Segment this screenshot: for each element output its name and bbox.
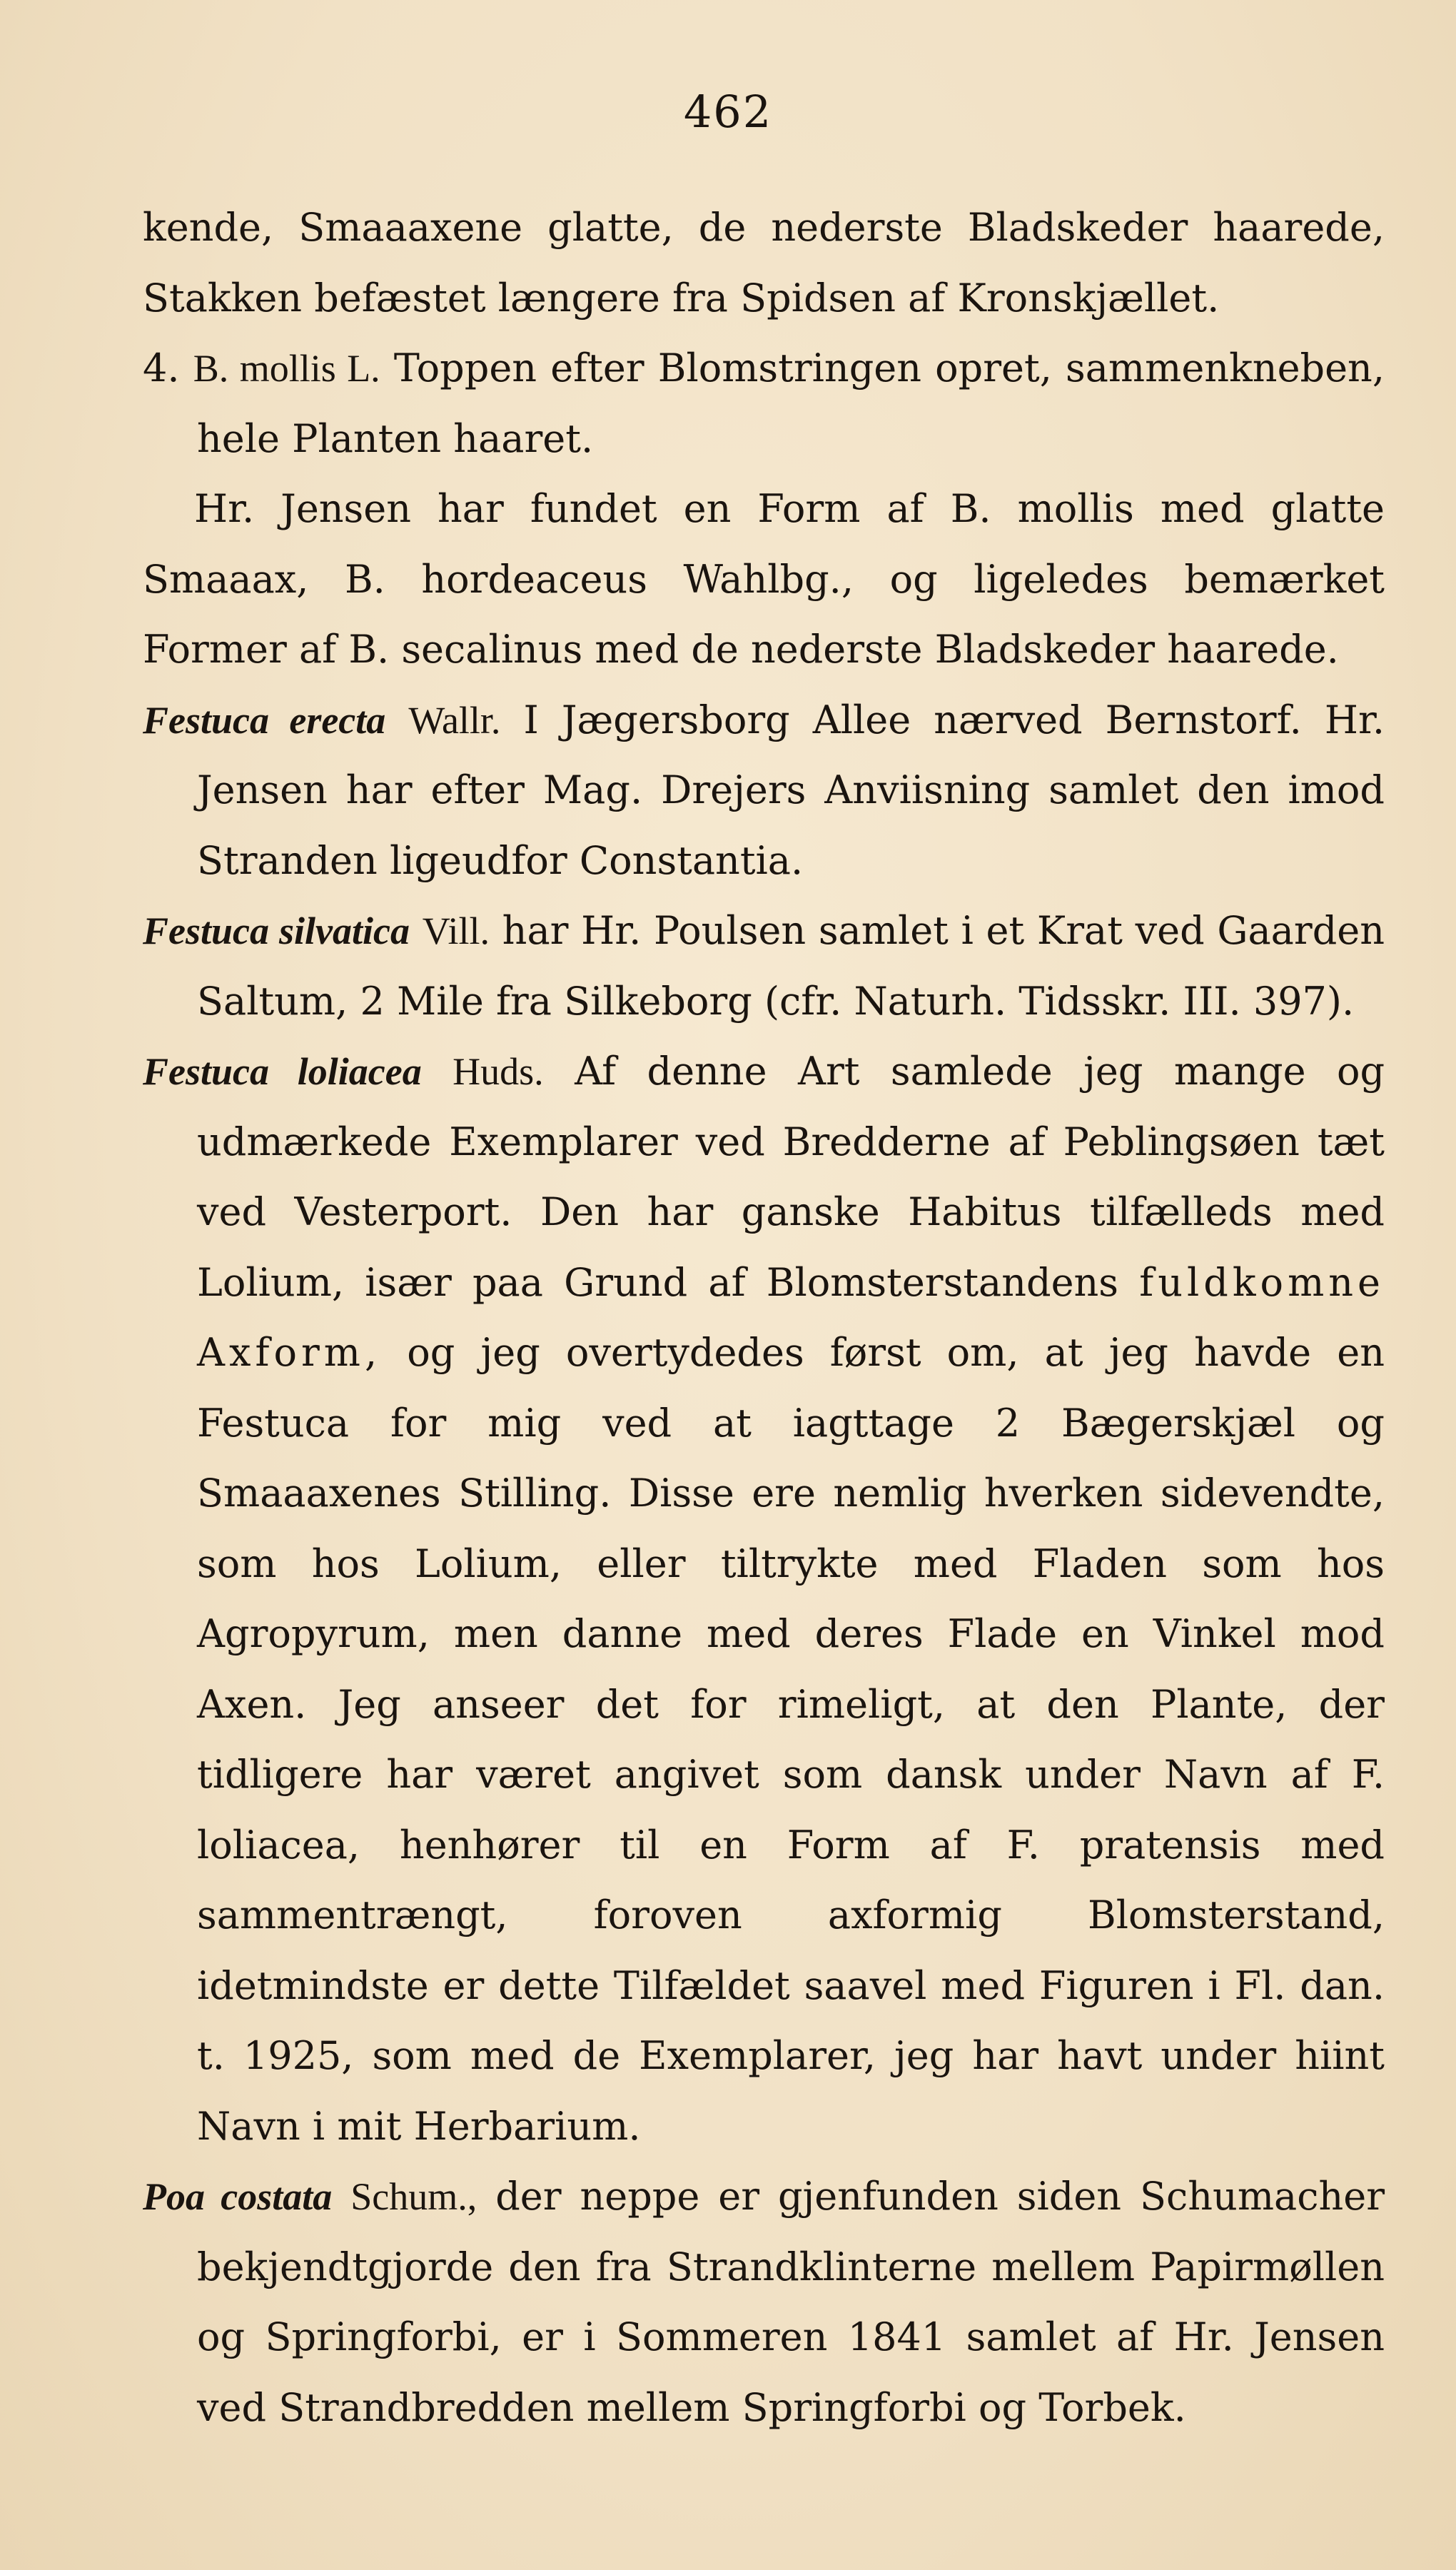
entry-poa-costata xyxy=(143,2162,1385,2443)
taxon-name: Festuca erecta xyxy=(143,698,386,742)
taxon-name: Poa costata xyxy=(143,2175,333,2218)
entry-number: 4. xyxy=(143,346,180,390)
entry-text-continued: og jeg overtydedes først om, at jeg havde en Festuca for mig ved at iagttage 2 Bægerskjæl og Smaaaxenes Stilling. Disse ere nemlig hverken sidevendte, som hos Lolium, eller tiltrykte med Fladen som hos Agropyrum, men danne med deres Flade en Vinkel mod Axen. Jeg anseer det for rimeligt, at den Plante, der tidligere har været angivet som dansk under Navn af F. loliacea, henhører til en Form af F. pratensis med sammentrængt, foroven axformig Blomsterstand, idetmindste er dette Tilfældet saavel med Figuren i Fl. dan. t. 1925, som med de Exemplarer, jeg har havt under hiint Navn i mit Herbarium. xyxy=(197,1330,1385,2149)
entry-festuca-loliacea xyxy=(143,1037,1385,2162)
page-number: 462 xyxy=(683,86,773,138)
taxon-author: Huds. xyxy=(453,1050,544,1093)
entry-text: I Jægersborg Allee nærved Bernstorf. Hr. Jensen har efter Mag. Drejers Anviisning samlet den imod Stranden ligeudfor Constantia. xyxy=(197,697,1385,883)
numbered-entry-bromus-mollis xyxy=(143,333,1385,474)
entry-text: har Hr. Poulsen samlet i et Krat ved Gaarden Saltum, 2 Mile fra Silkeborg (cfr. Naturh. Tidsskr. III. 397). xyxy=(197,908,1385,1024)
paragraph-text: Hr. Jensen har fundet en Form af B. mollis med glatte Smaaax, B. hordeaceus Wahlbg., og ligeledes bemærket Former af B. secalinus med de nederste Bladskeder haarede. xyxy=(143,486,1385,672)
page-body xyxy=(143,193,1385,2443)
entry-text: der neppe er gjenfunden siden Schumacher bekjendtgjorde den fra Strandklinterne mellem Papirmøllen og Springforbi, er i Sommeren 1841 samlet af Hr. Jensen ved Strandbredden mellem Springforbi og Torbek. xyxy=(197,2174,1385,2430)
entry-festuca-silvatica xyxy=(143,896,1385,1037)
taxon-author: Wallr. xyxy=(408,698,501,742)
continuation-paragraph xyxy=(143,193,1385,333)
taxon-name: B. mollis L. xyxy=(193,347,380,390)
taxon-author: Vill. xyxy=(422,909,490,952)
paragraph-text: kende, Smaaaxene glatte, de nederste Bladskeder haarede, Stakken befæstet længere fra Spidsen af Kronskjællet. xyxy=(143,205,1385,321)
entry-festuca-erecta xyxy=(143,685,1385,897)
taxon-name: Festuca loliacea xyxy=(143,1050,422,1093)
spaced-emphasis: fuldkomne Axform, xyxy=(197,1259,1385,1375)
taxon-name: Festuca silvatica xyxy=(143,909,410,952)
taxon-author: Schum., xyxy=(350,2175,477,2218)
entry-text: Toppen efter Blomstringen opret, sammenkneben, hele Planten haaret. xyxy=(197,346,1385,461)
note-paragraph xyxy=(143,474,1385,685)
entry-text: Af denne Art samlede jeg mange og udmærkede Exemplarer ved Bredderne af Peblingsøen tæt ved Vesterport. Den har ganske Habitus tilfælleds med Lolium, især paa Grund af Blomsterstandens xyxy=(197,1049,1385,1305)
